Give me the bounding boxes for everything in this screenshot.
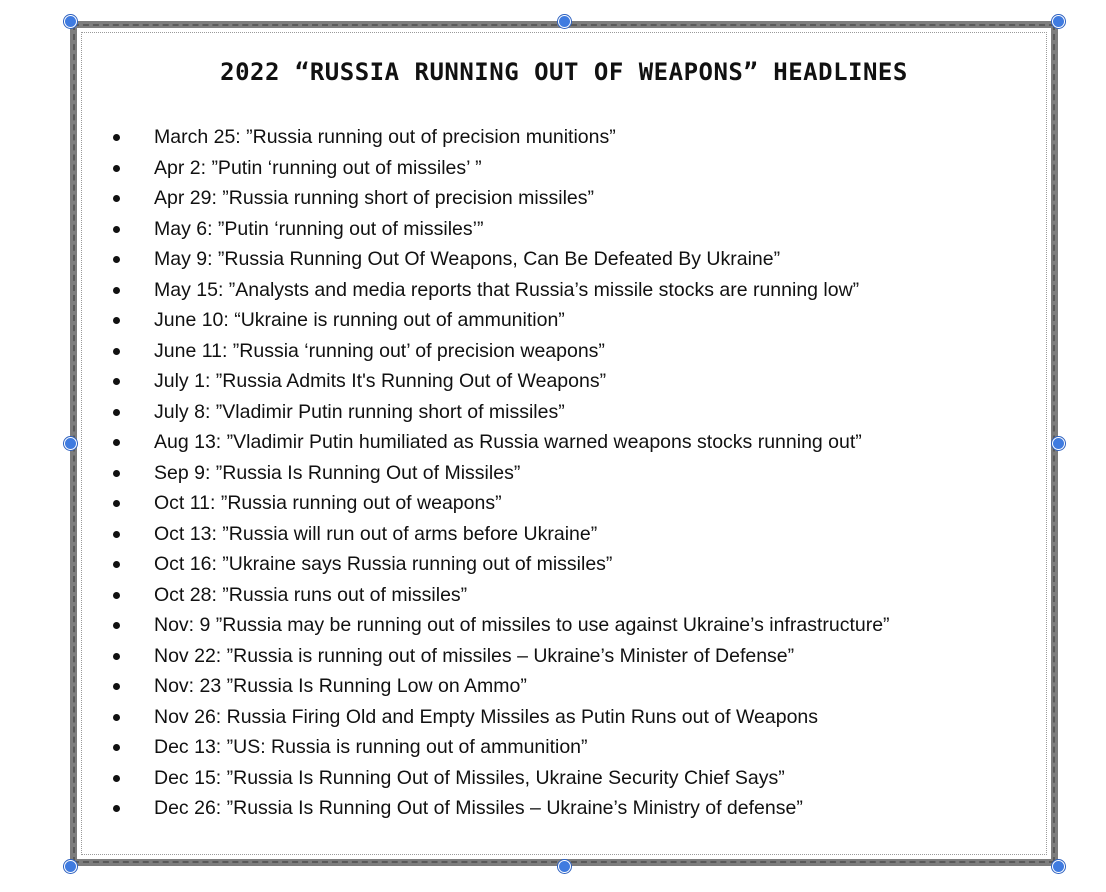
bullet-icon [113,226,120,233]
list-item [108,183,1048,214]
list-item [108,244,1048,275]
headline-text: Dec 15: ”Russia Is Running Out of Missiles, Ukraine Security Chief Says” [154,766,785,789]
list-item [108,336,1048,367]
headline-text: Apr 29: ”Russia running short of precision missiles” [154,187,595,209]
bullet-icon [113,256,120,263]
headline-text: Nov: 9 ”Russia may be running out of missiles to use against Ukraine’s infrastructure” [154,614,890,636]
bullet-icon [113,134,120,141]
headline-text: Aug 13: ”Vladimir Putin humiliated as Russia warned weapons stocks running out” [154,431,862,453]
headline-text: Nov: 23 ”Russia Is Running Low on Ammo” [154,675,527,697]
document-title: 2022 “RUSSIA RUNNING OUT OF WEAPONS” HEADLINES [220,58,908,86]
headline-text: Oct 16: ”Ukraine says Russia running out of missiles” [154,553,613,575]
headline-text: Apr 2: ”Putin ‘running out of missiles’ ” [154,156,482,179]
list-item [108,366,1048,397]
bullet-icon [113,470,120,477]
headline-text: May 6: ”Putin ‘running out of missiles’” [154,217,484,240]
resize-handle-middle-left[interactable] [64,437,77,450]
bullet-icon [113,378,120,385]
resize-handle-top-right[interactable] [1052,15,1065,28]
headline-list [108,122,1048,824]
list-item [108,214,1048,245]
list-item [108,519,1048,550]
resize-handle-middle-right[interactable] [1052,437,1065,450]
headline-text: Oct 11: ”Russia running out of weapons” [154,492,502,514]
bullet-icon [113,348,120,355]
list-item [108,549,1048,580]
bullet-icon [113,805,120,812]
bullet-icon [113,714,120,721]
bullet-icon [113,409,120,416]
headline-text: July 1: ”Russia Admits It's Running Out of Weapons” [154,370,607,392]
bullet-icon [113,165,120,172]
bullet-icon [113,744,120,751]
bullet-icon [113,653,120,660]
bullet-icon [113,317,120,324]
bullet-icon [113,561,120,568]
headline-text: May 9: ”Russia Running Out Of Weapons, Can Be Defeated By Ukraine” [154,248,781,270]
resize-handle-top-left[interactable] [64,15,77,28]
headline-text: Oct 28: ”Russia runs out of missiles” [154,583,468,606]
headline-text: Dec 13: ”US: Russia is running out of ammunition” [154,736,588,758]
list-item [108,488,1048,519]
list-item [108,793,1048,824]
bullet-icon [113,775,120,782]
headline-text: Dec 26: ”Russia Is Running Out of Missiles – Ukraine’s Ministry of defense” [154,797,803,819]
list-item [108,641,1048,672]
headline-text: July 8: ”Vladimir Putin running short of missiles” [154,400,565,423]
list-item [108,580,1048,611]
bullet-icon [113,531,120,538]
bullet-icon [113,622,120,629]
list-item [108,122,1048,153]
bullet-icon [113,500,120,507]
resize-handle-bottom-center[interactable] [558,860,571,873]
bullet-icon [113,195,120,202]
list-item [108,275,1048,306]
headline-text: June 11: ”Russia ‘running out’ of precision weapons” [154,339,605,362]
list-item [108,397,1048,428]
list-item [108,458,1048,489]
list-item [108,153,1048,184]
headline-text: March 25: ”Russia running out of precision munitions” [154,126,616,148]
list-item [108,305,1048,336]
headline-text: Sep 9: ”Russia Is Running Out of Missiles” [154,461,521,484]
headline-text: Nov 26: Russia Firing Old and Empty Missiles as Putin Runs out of Weapons [154,705,819,728]
bullet-icon [113,439,120,446]
headline-text: Nov 22: ”Russia is running out of missiles – Ukraine’s Minister of Defense” [154,644,795,667]
list-item [108,671,1048,702]
headline-text: Oct 13: ”Russia will run out of arms before Ukraine” [154,522,598,545]
bullet-icon [113,592,120,599]
resize-handle-top-center[interactable] [558,15,571,28]
list-item [108,763,1048,794]
bullet-icon [113,287,120,294]
list-item [108,610,1048,641]
resize-handle-bottom-right[interactable] [1052,860,1065,873]
resize-handle-bottom-left[interactable] [64,860,77,873]
headline-text: May 15: ”Analysts and media reports that Russia’s missile stocks are running low” [154,278,860,301]
list-item [108,427,1048,458]
bullet-icon [113,683,120,690]
headline-text: June 10: “Ukraine is running out of ammunition” [154,309,565,331]
list-item [108,702,1048,733]
list-item [108,732,1048,763]
